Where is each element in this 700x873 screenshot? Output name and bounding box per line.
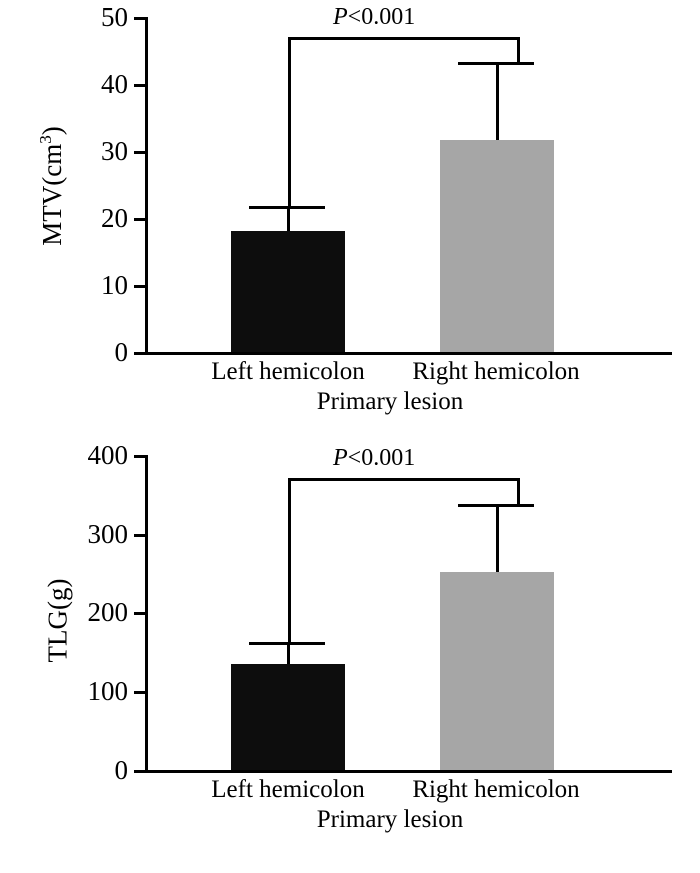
y-tick-label-mtv-30: 30 (101, 136, 128, 166)
y-tick-label-tlg-200: 200 (87, 597, 128, 627)
significance-bracket-mtv-top (288, 37, 520, 40)
significance-label-tlg (333, 445, 415, 472)
significance-label-mtv-p: P (333, 4, 348, 30)
significance-label-mtv (333, 4, 415, 31)
y-axis-title-mtv-superscript: 3 (36, 135, 55, 144)
x-tick-label-mtv-left-hemicolon: Left hemicolon (211, 358, 365, 385)
x-axis-title-tlg-text: Primary lesion (316, 806, 464, 833)
y-tick-label-mtv-0: 0 (114, 337, 128, 367)
significance-label-tlg-p: P (333, 445, 348, 471)
significance-bracket-tlg-right-arm (517, 478, 520, 505)
x-tick-label-mtv-right-hemicolon: Right hemicolon (412, 358, 580, 385)
y-axis-title-tlg-text: TLG(g) (42, 578, 73, 663)
x-tick-label-tlg-right-hemicolon: Right hemicolon (412, 776, 580, 803)
x-tick-label-tlg-left-hemicolon: Left hemicolon (211, 776, 365, 803)
significance-bracket-tlg-left-arm (288, 478, 291, 643)
x-axis-title-mtv-text: Primary lesion (316, 388, 464, 415)
significance-bracket-mtv-right-arm (517, 37, 520, 63)
significance-label-mtv-value: <0.001 (347, 4, 416, 30)
significance-label-tlg-value: <0.001 (347, 445, 416, 471)
x-axis-title-tlg (0, 806, 700, 834)
chart-panel-mtv (0, 0, 700, 430)
chart-panel-tlg (0, 430, 700, 873)
y-axis-title-mtv-tail: ) (37, 126, 67, 136)
y-tick-label-tlg-0: 0 (114, 755, 128, 785)
y-tick-label-mtv-20: 20 (101, 203, 128, 233)
y-tick-label-mtv-50: 50 (101, 2, 128, 32)
y-tick-label-tlg-300: 300 (87, 519, 128, 549)
y-tick-label-mtv-40: 40 (101, 69, 128, 99)
y-tick-label-tlg-100: 100 (87, 676, 128, 706)
y-tick-label-mtv-10: 10 (101, 270, 128, 300)
significance-bracket-mtv-left-arm (288, 37, 291, 207)
significance-bracket-tlg-top (288, 478, 520, 481)
x-axis-title-mtv (0, 388, 700, 416)
plot-area-tlg (0, 430, 700, 873)
plot-area-mtv (0, 0, 700, 430)
y-axis-title-mtv-text: MTV(cm (37, 143, 67, 246)
y-tick-label-tlg-400: 400 (87, 440, 128, 470)
